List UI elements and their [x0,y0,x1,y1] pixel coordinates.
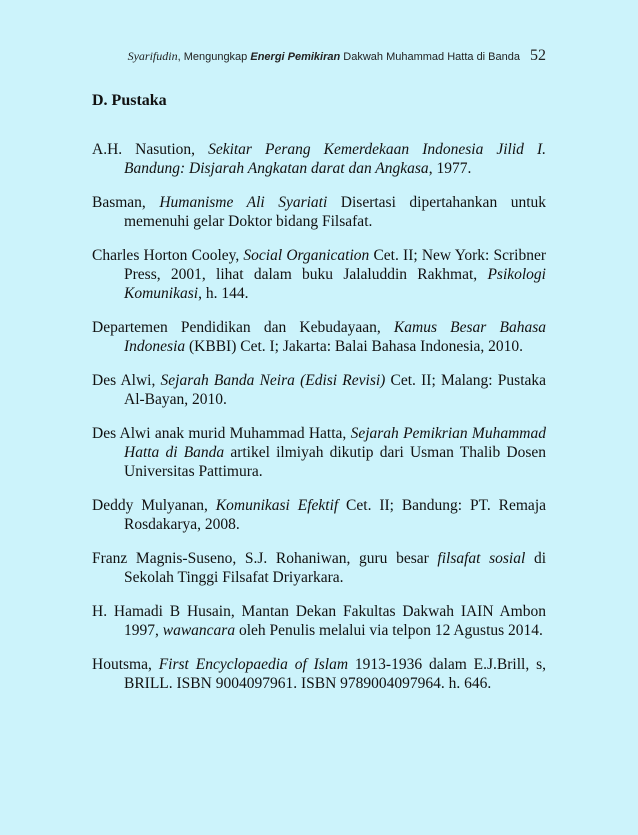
header-title-emphasis: Energi Pemikiran [250,51,341,63]
ref-text: Basman, [92,194,160,211]
ref-text: Franz Magnis-Suseno, S.J. Rohaniwan, guru besar [92,550,438,567]
reference-entry [92,371,546,409]
ref-title: Sejarah Pemikrian Muhammad Hatta di Banda [124,425,546,461]
ref-title: Social Organication [243,247,370,264]
ref-text: di Sekolah Tinggi Filsafat Driyarkara. [124,550,547,586]
ref-title: Kamus Besar Bahasa Indonesia [124,319,546,355]
reference-entry [92,602,546,640]
ref-title: Sekitar Perang Kemerdekaan Indonesia Jilid I. Bandung: Disjarah Angkatan darat dan Angkasa [124,141,546,177]
ref-title: wawancara [162,622,236,639]
ref-text: , 1977. [428,160,472,177]
ref-text: H. Hamadi B Husain, Mantan Dekan Fakultas Dakwah IAIN Ambon 1997, [92,603,546,639]
ref-text: oleh Penulis melalui via telpon 12 Agustus 2014. [235,622,543,639]
ref-text: , h. 144. [198,285,249,302]
reference-entry [92,140,546,178]
ref-text: Disertasi dipertahankan untuk memenuhi gelar Doktor bidang Filsafat. [124,194,547,230]
reference-list [92,140,546,708]
ref-title: Komunikasi Efektif [215,497,339,514]
ref-text: Charles Horton Cooley, [92,247,244,264]
section-title: D. Pustaka [92,92,167,109]
running-header [0,47,546,65]
ref-text: Cet. II; New York: Scribner Press, 2001, lihat dalam buku Jalaluddin Rakhmat, [124,247,546,283]
ref-title: Humanisme Ali Syariati [159,194,328,211]
reference-entry [92,318,546,356]
ref-text: Deddy Mulyanan, [92,497,216,514]
ref-title: First Encyclopaedia of Islam [158,656,349,673]
ref-text: Cet. II; Malang: Pustaka Al-Bayan, 2010. [124,372,547,408]
ref-text: Des Alwi, [92,372,161,389]
reference-entry [92,655,546,693]
page-number: 52 [530,47,546,64]
header-author: Syarifudin [127,49,178,63]
ref-text: artikel ilmiyah dikutip dari Usman Thalib Dosen Universitas Pattimura. [124,444,546,480]
ref-text: Des Alwi anak murid Muhammad Hatta, [92,425,351,442]
ref-text: A.H. Nasution, [92,141,209,158]
header-title-part: , Mengungkap [177,51,251,63]
reference-entry [92,549,546,587]
ref-text: Houtsma, [92,656,159,673]
header-title-rest: Dakwah Muhammad Hatta di Banda [340,51,520,63]
reference-entry [92,496,546,534]
ref-title: Psikologi Komunikasi [124,266,546,302]
ref-text: (KBBI) Cet. I; Jakarta: Balai Bahasa Indonesia, 2010. [185,338,524,355]
reference-entry [92,193,546,231]
ref-text: Cet. II; Bandung: PT. Remaja Rosdakarya, 2008. [124,497,546,533]
ref-text: Departemen Pendidikan dan Kebudayaan, [92,319,394,336]
ref-title: Sejarah Banda Neira (Edisi Revisi) [160,372,386,389]
ref-text: 1913-1936 dalam E.J.Brill, s, BRILL. ISBN 9004097961. ISBN 9789004097964. h. 646. [124,656,547,692]
reference-entry [92,424,546,481]
ref-title: filsafat sosial [437,550,526,567]
reference-entry [92,246,546,303]
